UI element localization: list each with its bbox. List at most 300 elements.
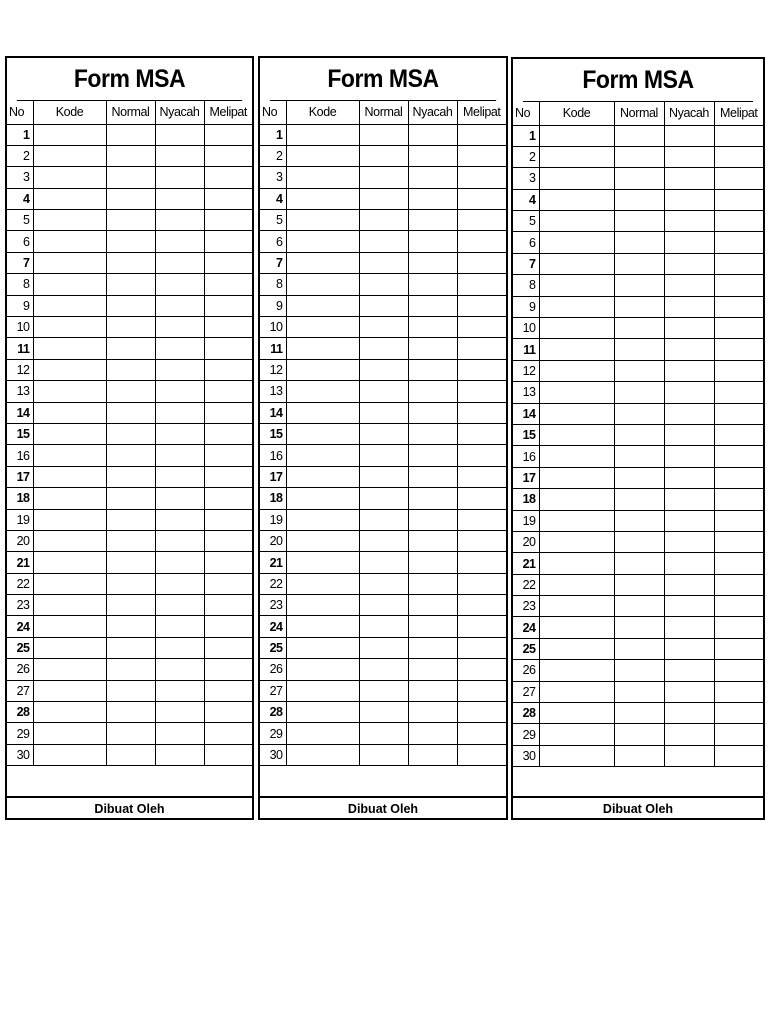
cell-nyacah <box>155 680 204 701</box>
cell-nyacah <box>664 339 714 360</box>
table-row <box>7 466 252 487</box>
cell-nyacah <box>408 274 457 295</box>
cell-kode <box>539 253 614 274</box>
cell-kode <box>286 659 359 680</box>
cell-normal <box>359 145 408 166</box>
row-number: 12 <box>7 359 33 380</box>
cell-normal <box>359 573 408 594</box>
table-row <box>260 445 506 466</box>
cell-melipat <box>457 680 506 701</box>
cell-kode <box>286 702 359 723</box>
table-row <box>260 659 506 680</box>
table-row <box>513 296 763 317</box>
cell-normal <box>359 188 408 209</box>
cell-normal <box>359 359 408 380</box>
table-row <box>513 660 763 681</box>
cell-nyacah <box>155 637 204 658</box>
row-number: 16 <box>260 445 286 466</box>
form-footer: Dibuat Oleh <box>513 796 763 818</box>
cell-normal <box>106 702 155 723</box>
form-body <box>260 124 506 766</box>
cell-kode <box>33 381 106 402</box>
row-number: 18 <box>7 488 33 509</box>
cell-melipat <box>204 252 252 273</box>
cell-nyacah <box>408 167 457 188</box>
row-number: 13 <box>7 381 33 402</box>
row-number: 24 <box>260 616 286 637</box>
cell-kode <box>539 339 614 360</box>
cell-melipat <box>457 702 506 723</box>
row-number: 27 <box>7 680 33 701</box>
cell-nyacah <box>664 724 714 745</box>
cell-nyacah <box>155 231 204 252</box>
cell-kode <box>286 317 359 338</box>
table-row <box>513 467 763 488</box>
cell-melipat <box>204 402 252 423</box>
cell-melipat <box>714 296 763 317</box>
table-row <box>513 125 763 146</box>
table-row <box>513 510 763 531</box>
cell-kode <box>33 552 106 573</box>
cell-nyacah <box>155 702 204 723</box>
cell-nyacah <box>155 573 204 594</box>
cell-kode <box>33 145 106 166</box>
row-number: 30 <box>513 745 539 766</box>
cell-normal <box>359 423 408 444</box>
cell-normal <box>614 574 664 595</box>
cell-nyacah <box>664 446 714 467</box>
cell-normal <box>106 552 155 573</box>
cell-kode <box>33 231 106 252</box>
cell-normal <box>359 552 408 573</box>
cell-normal <box>614 360 664 381</box>
table-row <box>260 381 506 402</box>
cell-nyacah <box>155 188 204 209</box>
cell-melipat <box>204 188 252 209</box>
table-row <box>7 680 252 701</box>
cell-melipat <box>714 446 763 467</box>
cell-kode <box>539 424 614 445</box>
cell-melipat <box>204 338 252 359</box>
table-row <box>7 359 252 380</box>
cell-normal <box>106 680 155 701</box>
cell-normal <box>359 274 408 295</box>
header-row <box>513 102 763 125</box>
row-number: 15 <box>513 424 539 445</box>
form-table <box>260 101 506 766</box>
table-row <box>513 424 763 445</box>
header-kode: Kode <box>286 101 359 124</box>
row-number: 2 <box>513 146 539 167</box>
table-row <box>7 637 252 658</box>
cell-normal <box>106 445 155 466</box>
cell-normal <box>359 317 408 338</box>
cell-normal <box>359 466 408 487</box>
row-number: 9 <box>7 295 33 316</box>
cell-nyacah <box>155 744 204 765</box>
cell-kode <box>33 595 106 616</box>
table-row <box>260 702 506 723</box>
form-msa-2 <box>258 56 508 820</box>
cell-normal <box>359 595 408 616</box>
cell-kode <box>286 359 359 380</box>
row-number: 2 <box>7 145 33 166</box>
cell-melipat <box>714 253 763 274</box>
cell-normal <box>106 167 155 188</box>
table-row <box>260 723 506 744</box>
row-number: 16 <box>7 445 33 466</box>
table-row <box>513 382 763 403</box>
cell-nyacah <box>155 723 204 744</box>
row-number: 29 <box>513 724 539 745</box>
row-number: 25 <box>7 637 33 658</box>
table-row <box>513 403 763 424</box>
cell-normal <box>106 252 155 273</box>
cell-kode <box>539 660 614 681</box>
cell-melipat <box>204 488 252 509</box>
header-normal: Normal <box>614 102 664 125</box>
row-number: 21 <box>7 552 33 573</box>
cell-kode <box>539 638 614 659</box>
cell-melipat <box>714 681 763 702</box>
cell-melipat <box>204 723 252 744</box>
row-number: 11 <box>260 338 286 359</box>
cell-normal <box>614 553 664 574</box>
table-row <box>7 723 252 744</box>
cell-normal <box>614 489 664 510</box>
cell-nyacah <box>408 359 457 380</box>
cell-normal <box>614 424 664 445</box>
table-row <box>7 338 252 359</box>
cell-kode <box>286 595 359 616</box>
cell-normal <box>359 637 408 658</box>
cell-nyacah <box>664 531 714 552</box>
row-number: 8 <box>260 274 286 295</box>
cell-melipat <box>457 359 506 380</box>
cell-nyacah <box>408 445 457 466</box>
table-row <box>260 188 506 209</box>
table-row <box>7 167 252 188</box>
cell-nyacah <box>664 296 714 317</box>
row-number: 22 <box>260 573 286 594</box>
cell-kode <box>33 466 106 487</box>
cell-melipat <box>714 232 763 253</box>
cell-kode <box>286 124 359 145</box>
cell-kode <box>539 232 614 253</box>
table-row <box>260 167 506 188</box>
cell-normal <box>106 509 155 530</box>
cell-nyacah <box>664 424 714 445</box>
row-number: 14 <box>260 402 286 423</box>
cell-nyacah <box>155 381 204 402</box>
row-number: 8 <box>7 274 33 295</box>
cell-melipat <box>204 210 252 231</box>
row-number: 19 <box>260 509 286 530</box>
header-no: No <box>260 101 286 124</box>
cell-normal <box>614 596 664 617</box>
cell-kode <box>33 359 106 380</box>
cell-kode <box>33 723 106 744</box>
cell-kode <box>286 188 359 209</box>
table-row <box>260 680 506 701</box>
cell-melipat <box>714 275 763 296</box>
cell-melipat <box>714 553 763 574</box>
cell-kode <box>33 530 106 551</box>
table-row <box>7 402 252 423</box>
table-row <box>7 616 252 637</box>
table-row <box>7 295 252 316</box>
cell-melipat <box>204 680 252 701</box>
cell-normal <box>614 168 664 189</box>
cell-kode <box>33 616 106 637</box>
cell-normal <box>359 124 408 145</box>
table-row <box>513 703 763 724</box>
cell-melipat <box>204 659 252 680</box>
row-number: 15 <box>260 423 286 444</box>
table-row <box>7 317 252 338</box>
cell-kode <box>33 252 106 273</box>
cell-nyacah <box>408 381 457 402</box>
cell-normal <box>359 680 408 701</box>
table-row <box>260 423 506 444</box>
cell-melipat <box>457 423 506 444</box>
row-number: 27 <box>260 680 286 701</box>
cell-kode <box>286 466 359 487</box>
cell-melipat <box>204 552 252 573</box>
cell-melipat <box>204 616 252 637</box>
cell-kode <box>539 531 614 552</box>
cell-kode <box>33 744 106 765</box>
cell-normal <box>106 295 155 316</box>
cell-nyacah <box>408 616 457 637</box>
cell-melipat <box>714 189 763 210</box>
cell-melipat <box>204 744 252 765</box>
cell-kode <box>539 446 614 467</box>
cell-normal <box>614 446 664 467</box>
table-row <box>513 253 763 274</box>
cell-melipat <box>714 638 763 659</box>
cell-kode <box>539 703 614 724</box>
row-number: 12 <box>513 360 539 381</box>
cell-nyacah <box>155 616 204 637</box>
cell-kode <box>286 509 359 530</box>
row-number: 2 <box>260 145 286 166</box>
cell-nyacah <box>664 596 714 617</box>
cell-normal <box>614 189 664 210</box>
cell-normal <box>106 402 155 423</box>
cell-kode <box>33 124 106 145</box>
table-row <box>7 509 252 530</box>
cell-normal <box>614 232 664 253</box>
header-melipat: Melipat <box>457 101 506 124</box>
cell-normal <box>359 445 408 466</box>
cell-normal <box>614 275 664 296</box>
row-number: 21 <box>260 552 286 573</box>
cell-kode <box>286 637 359 658</box>
cell-nyacah <box>664 489 714 510</box>
row-number: 28 <box>513 703 539 724</box>
cell-melipat <box>457 659 506 680</box>
cell-melipat <box>457 488 506 509</box>
row-number: 29 <box>260 723 286 744</box>
cell-nyacah <box>664 403 714 424</box>
table-row <box>513 745 763 766</box>
row-number: 24 <box>513 617 539 638</box>
row-number: 9 <box>260 295 286 316</box>
cell-kode <box>539 382 614 403</box>
cell-melipat <box>204 423 252 444</box>
table-row <box>260 252 506 273</box>
row-number: 18 <box>260 488 286 509</box>
cell-melipat <box>714 125 763 146</box>
cell-melipat <box>457 295 506 316</box>
cell-nyacah <box>664 382 714 403</box>
cell-kode <box>539 318 614 339</box>
cell-nyacah <box>664 146 714 167</box>
cell-normal <box>106 723 155 744</box>
cell-normal <box>359 702 408 723</box>
cell-melipat <box>714 724 763 745</box>
form-table <box>7 101 252 766</box>
form-msa-1 <box>5 56 254 820</box>
table-row <box>513 596 763 617</box>
cell-melipat <box>714 382 763 403</box>
table-row <box>260 338 506 359</box>
cell-nyacah <box>408 338 457 359</box>
cell-melipat <box>457 210 506 231</box>
row-number: 7 <box>260 252 286 273</box>
cell-melipat <box>457 744 506 765</box>
cell-nyacah <box>408 552 457 573</box>
cell-normal <box>106 124 155 145</box>
cell-melipat <box>204 167 252 188</box>
cell-normal <box>359 744 408 765</box>
cell-nyacah <box>408 723 457 744</box>
cell-nyacah <box>155 402 204 423</box>
cell-nyacah <box>155 145 204 166</box>
cell-kode <box>286 552 359 573</box>
row-number: 23 <box>7 595 33 616</box>
cell-normal <box>614 382 664 403</box>
cell-kode <box>539 745 614 766</box>
cell-kode <box>539 360 614 381</box>
cell-melipat <box>204 124 252 145</box>
cell-nyacah <box>408 637 457 658</box>
table-row <box>7 231 252 252</box>
table-row <box>7 595 252 616</box>
cell-normal <box>106 659 155 680</box>
cell-normal <box>359 402 408 423</box>
table-row <box>513 638 763 659</box>
cell-normal <box>359 231 408 252</box>
cell-melipat <box>204 530 252 551</box>
row-number: 3 <box>513 168 539 189</box>
table-row <box>260 530 506 551</box>
row-number: 10 <box>7 317 33 338</box>
cell-melipat <box>204 509 252 530</box>
row-number: 6 <box>7 231 33 252</box>
cell-nyacah <box>408 466 457 487</box>
table-row <box>513 681 763 702</box>
cell-kode <box>539 211 614 232</box>
row-number: 11 <box>513 339 539 360</box>
cell-nyacah <box>664 681 714 702</box>
row-number: 20 <box>513 531 539 552</box>
cell-nyacah <box>155 338 204 359</box>
row-number: 9 <box>513 296 539 317</box>
cell-normal <box>614 339 664 360</box>
table-row <box>260 595 506 616</box>
row-number: 7 <box>513 253 539 274</box>
cell-nyacah <box>408 680 457 701</box>
cell-kode <box>539 489 614 510</box>
cell-nyacah <box>155 659 204 680</box>
cell-nyacah <box>155 466 204 487</box>
cell-nyacah <box>408 188 457 209</box>
cell-kode <box>286 573 359 594</box>
cell-kode <box>539 617 614 638</box>
cell-normal <box>106 616 155 637</box>
cell-kode <box>33 423 106 444</box>
cell-nyacah <box>408 595 457 616</box>
cell-melipat <box>457 723 506 744</box>
table-row <box>513 617 763 638</box>
cell-melipat <box>457 445 506 466</box>
table-row <box>7 274 252 295</box>
cell-melipat <box>457 381 506 402</box>
cell-nyacah <box>408 744 457 765</box>
row-number: 10 <box>513 318 539 339</box>
cell-kode <box>286 423 359 444</box>
row-number: 27 <box>513 681 539 702</box>
cell-kode <box>539 403 614 424</box>
row-number: 21 <box>513 553 539 574</box>
cell-nyacah <box>664 660 714 681</box>
table-row <box>7 124 252 145</box>
cell-nyacah <box>155 317 204 338</box>
cell-melipat <box>714 467 763 488</box>
header-nyacah: Nyacah <box>155 101 204 124</box>
table-row <box>7 702 252 723</box>
cell-normal <box>614 703 664 724</box>
cell-nyacah <box>664 553 714 574</box>
cell-nyacah <box>664 318 714 339</box>
header-melipat: Melipat <box>714 102 763 125</box>
cell-nyacah <box>408 423 457 444</box>
row-number: 14 <box>7 402 33 423</box>
cell-melipat <box>457 616 506 637</box>
cell-kode <box>33 702 106 723</box>
cell-normal <box>106 573 155 594</box>
header-row <box>7 101 252 124</box>
cell-normal <box>614 318 664 339</box>
row-number: 30 <box>7 744 33 765</box>
cell-melipat <box>457 274 506 295</box>
table-row <box>513 339 763 360</box>
cell-normal <box>359 659 408 680</box>
cell-melipat <box>714 146 763 167</box>
cell-melipat <box>714 596 763 617</box>
cell-normal <box>614 253 664 274</box>
cell-nyacah <box>155 167 204 188</box>
cell-kode <box>33 338 106 359</box>
row-number: 7 <box>7 252 33 273</box>
row-number: 13 <box>513 382 539 403</box>
cell-normal <box>614 660 664 681</box>
table-row <box>260 145 506 166</box>
table-row <box>7 488 252 509</box>
table-row <box>260 210 506 231</box>
